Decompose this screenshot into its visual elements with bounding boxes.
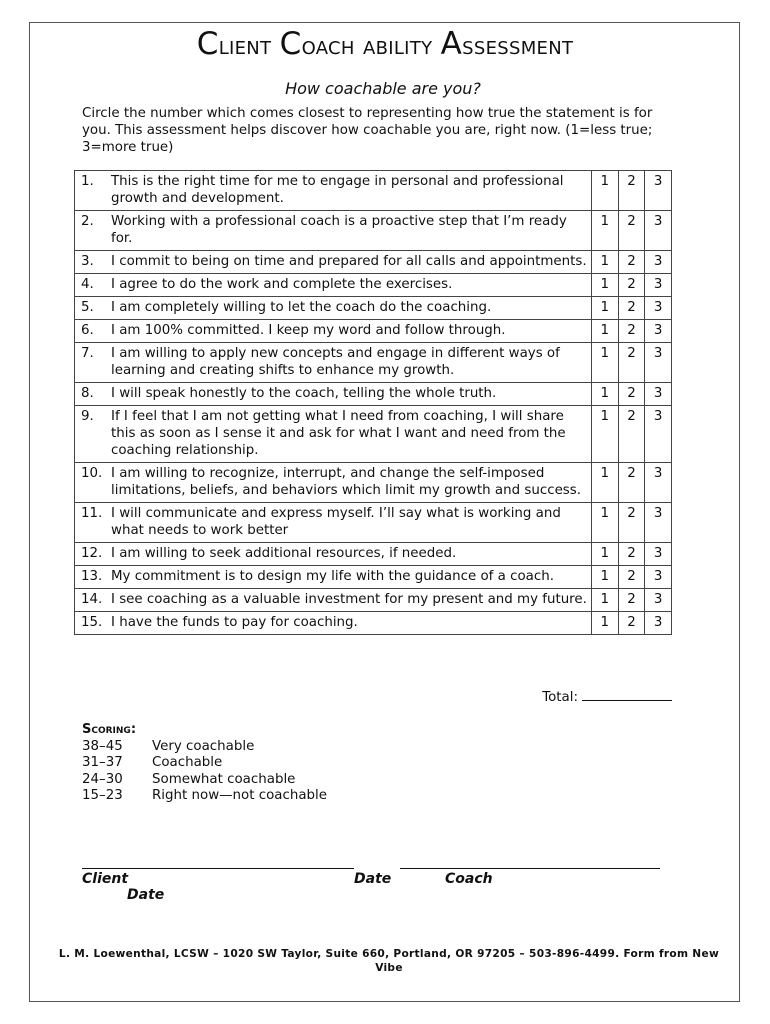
rating-1[interactable]: 1: [591, 320, 618, 343]
rating-3[interactable]: 3: [645, 274, 672, 297]
item-statement: I am willing to recognize, interrupt, and change the self-imposed limitations, beliefs, and behaviors which limit my growth and success.: [111, 466, 582, 498]
item-number: 15.: [81, 615, 103, 630]
rating-2[interactable]: 2: [618, 463, 645, 503]
statement-cell: [75, 251, 592, 274]
subtitle: How coachable are you?: [285, 79, 481, 98]
item-number: 3.: [81, 254, 94, 269]
item-number: 10.: [81, 466, 103, 481]
item-statement: This is the right time for me to engage in personal and professional growth and development.: [111, 174, 564, 206]
rating-3[interactable]: 3: [645, 612, 672, 635]
item-statement: My commitment is to design my life with the guidance of a coach.: [111, 569, 554, 584]
rating-1[interactable]: 1: [591, 543, 618, 566]
rating-3[interactable]: 3: [645, 171, 672, 211]
rating-1[interactable]: 1: [591, 463, 618, 503]
rating-2[interactable]: 2: [618, 543, 645, 566]
rating-1[interactable]: 1: [591, 171, 618, 211]
item-number: 5.: [81, 300, 94, 315]
scoring-section: [82, 722, 327, 805]
title-rest-3: ssessment: [462, 31, 574, 60]
client-signature-line[interactable]: [82, 868, 354, 869]
rating-1[interactable]: 1: [591, 297, 618, 320]
statement-cell: [75, 406, 592, 463]
title-rest-1: lient: [218, 31, 280, 60]
item-number: 2.: [81, 214, 94, 229]
rating-3[interactable]: 3: [645, 211, 672, 251]
rating-1[interactable]: 1: [591, 612, 618, 635]
rating-3[interactable]: 3: [645, 406, 672, 463]
item-number: 6.: [81, 323, 94, 338]
table-row: [75, 503, 672, 543]
rating-3[interactable]: 3: [645, 566, 672, 589]
coach-date-label: Date: [127, 887, 165, 903]
client-label: Client: [82, 871, 129, 887]
table-row: [75, 171, 672, 211]
rating-3[interactable]: 3: [645, 297, 672, 320]
score-range: 31–37: [82, 755, 123, 770]
page-title: [0, 26, 770, 62]
statement-cell: [75, 297, 592, 320]
item-number: 11.: [81, 506, 103, 521]
scoring-heading: Scoring:: [82, 722, 137, 737]
statement-cell: [75, 612, 592, 635]
rating-3[interactable]: 3: [645, 343, 672, 383]
rating-3[interactable]: 3: [645, 251, 672, 274]
item-statement: Working with a professional coach is a proactive step that I’m ready for.: [111, 214, 567, 246]
rating-2[interactable]: 2: [618, 503, 645, 543]
item-statement: If I feel that I am not getting what I need from coaching, I will share this as soon as I sense it and ask for what I want and need from the coaching relationship.: [111, 409, 566, 458]
table-row: [75, 543, 672, 566]
statement-cell: [75, 589, 592, 612]
table-row: [75, 612, 672, 635]
item-number: 9.: [81, 409, 94, 424]
total-label: Total:: [542, 690, 578, 705]
rating-1[interactable]: 1: [591, 343, 618, 383]
statement-cell: [75, 566, 592, 589]
scoring-row: [82, 755, 327, 772]
item-number: 8.: [81, 386, 94, 401]
title-cap-1: C: [196, 26, 219, 62]
item-statement: I see coaching as a valuable investment for my present and my future.: [111, 592, 587, 607]
rating-3[interactable]: 3: [645, 503, 672, 543]
rating-1[interactable]: 1: [591, 406, 618, 463]
score-label: Very coachable: [152, 738, 255, 754]
coach-label: Coach: [445, 871, 493, 887]
score-range: 38–45: [82, 738, 123, 754]
statement-cell: [75, 543, 592, 566]
table-row: [75, 589, 672, 612]
title-cap-3: A: [440, 26, 463, 62]
table-row: [75, 343, 672, 383]
footer-contact: L. M. Loewenthal, LCSW – 1020 SW Taylor, Suite 660, Portland, OR 97205 – 503-896-4499. Form from New Vibe: [58, 948, 720, 974]
rating-3[interactable]: 3: [645, 320, 672, 343]
rating-2[interactable]: 2: [618, 274, 645, 297]
statement-cell: [75, 463, 592, 503]
statement-cell: [75, 343, 592, 383]
table-row: [75, 383, 672, 406]
rating-1[interactable]: 1: [591, 589, 618, 612]
score-range: 15–23: [82, 788, 123, 803]
rating-1[interactable]: 1: [591, 566, 618, 589]
table-row: [75, 463, 672, 503]
score-label: Right now—not coachable: [152, 788, 328, 803]
total-field: [480, 690, 672, 705]
item-number: 14.: [81, 592, 103, 607]
rating-2[interactable]: 2: [618, 297, 645, 320]
item-number: 13.: [81, 569, 103, 584]
statement-cell: [75, 211, 592, 251]
rating-1[interactable]: 1: [591, 251, 618, 274]
item-statement: I have the funds to pay for coaching.: [111, 615, 358, 630]
item-statement: I commit to being on time and prepared for all calls and appointments.: [111, 254, 587, 269]
statement-cell: [75, 320, 592, 343]
item-statement: I will speak honestly to the coach, telling the whole truth.: [111, 386, 497, 401]
rating-2[interactable]: 2: [618, 566, 645, 589]
rating-2[interactable]: 2: [618, 211, 645, 251]
rating-1[interactable]: 1: [591, 383, 618, 406]
item-number: 7.: [81, 346, 94, 361]
rating-2[interactable]: 2: [618, 251, 645, 274]
table-row: [75, 297, 672, 320]
rating-1[interactable]: 1: [591, 503, 618, 543]
rating-2[interactable]: 2: [618, 320, 645, 343]
table-row: [75, 320, 672, 343]
table-row: [75, 251, 672, 274]
item-statement: I will communicate and express myself. I’ll say what is working and what needs to work better: [111, 506, 561, 538]
coach-signature-line[interactable]: [400, 868, 660, 869]
table-row: [75, 566, 672, 589]
rating-3[interactable]: 3: [645, 589, 672, 612]
instructions: Circle the number which comes closest to representing how true the statement is for you. This assessment helps discover how coachable you are, right now. (1=less true; 3=more true): [82, 106, 653, 155]
rating-2[interactable]: 2: [618, 171, 645, 211]
score-range: 24–30: [82, 771, 123, 787]
item-number: 4.: [81, 277, 94, 292]
statement-cell: [75, 274, 592, 297]
rating-3[interactable]: 3: [645, 543, 672, 566]
scoring-row: [82, 739, 327, 756]
table-row: [75, 211, 672, 251]
rating-2[interactable]: 2: [618, 612, 645, 635]
item-statement: I agree to do the work and complete the exercises.: [111, 277, 453, 292]
scoring-row: [82, 788, 327, 805]
score-label: Coachable: [152, 755, 223, 770]
item-number: 12.: [81, 546, 103, 561]
statement-cell: [75, 383, 592, 406]
rating-2[interactable]: 2: [618, 589, 645, 612]
table-row: [75, 406, 672, 463]
total-input-line[interactable]: [582, 690, 672, 701]
score-label: Somewhat coachable: [152, 771, 296, 787]
item-statement: I am 100% committed. I keep my word and follow through.: [111, 323, 506, 338]
statement-cell: [75, 503, 592, 543]
table-row: [75, 274, 672, 297]
item-statement: I am willing to seek additional resources, if needed.: [111, 546, 457, 561]
client-date-label: Date: [354, 871, 392, 887]
rating-2[interactable]: 2: [618, 383, 645, 406]
rating-3[interactable]: 3: [645, 463, 672, 503]
statement-cell: [75, 171, 592, 211]
rating-1[interactable]: 1: [591, 211, 618, 251]
item-number: 1.: [81, 174, 94, 189]
rating-3[interactable]: 3: [645, 383, 672, 406]
title-cap-2: C: [279, 26, 302, 62]
title-rest-2: oach ability: [301, 31, 441, 60]
assessment-table: [74, 170, 672, 635]
item-statement: I am willing to apply new concepts and engage in different ways of learning and creating shifts to enhance my growth.: [111, 346, 560, 378]
item-statement: I am completely willing to let the coach do the coaching.: [111, 300, 492, 315]
rating-1[interactable]: 1: [591, 274, 618, 297]
rating-2[interactable]: 2: [618, 406, 645, 463]
rating-2[interactable]: 2: [618, 343, 645, 383]
scoring-row: [82, 772, 327, 789]
